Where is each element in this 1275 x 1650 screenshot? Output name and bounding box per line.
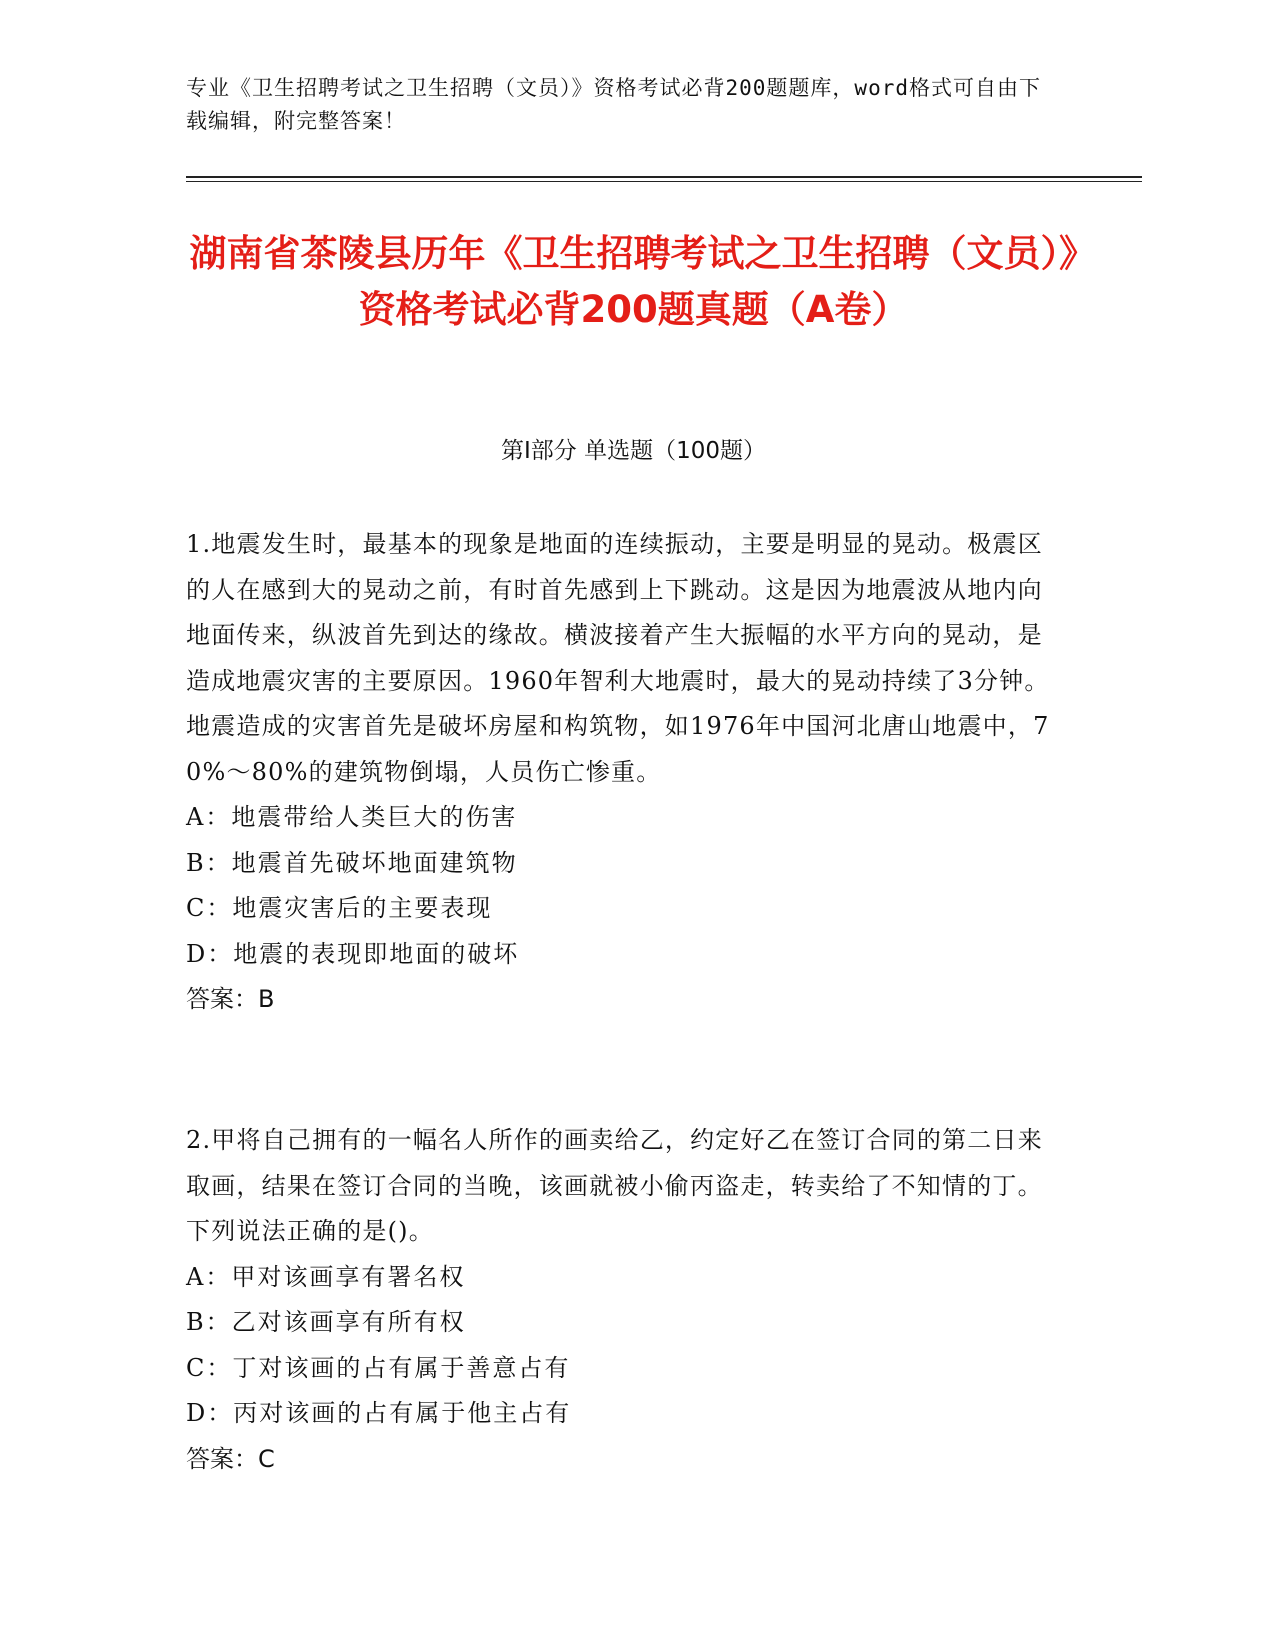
answer: 答案：B [186, 985, 275, 1013]
option-a: A：甲对该画享有署名权 [186, 1262, 466, 1291]
option-b: B：乙对该画享有所有权 [186, 1308, 466, 1336]
section-heading: 第Ⅰ部分 单选题（100题） [501, 438, 766, 464]
question-stem: 1.地震发生时，最基本的现象是地面的连续振动，主要是明显的晃动。极震区的人在感到大的晃动之前，有时首先感到上下跳动。这是因为地震波从地内向地面传来，纵波首先到达的缘故。横波接着产生大振幅的水平方向的晃动，是造成地震灾害的主要原因。1960年智利大地震时，最大的晃动持续了3分钟。地震造成的灾害首先是破坏房屋和构筑物，如1976年中国河北唐山地震中，70%～80%的建筑物倒塌，人员伤亡惨重。 [186, 530, 1050, 786]
question-stem: 2.甲将自己拥有的一幅名人所作的画卖给乙，约定好乙在签订合同的第二日来取画，结果在签订合同的当晚，该画就被小偷丙盗走，转卖给了不知情的丁。下列说法正确的是()。 [186, 1126, 1043, 1245]
option-a: A：地震带给人类巨大的伤害 [186, 803, 518, 831]
option-b: B：地震首先破坏地面建筑物 [186, 848, 518, 877]
header-rule-thick [186, 176, 1142, 178]
question-1 [186, 522, 1056, 1023]
option-c: C：丁对该画的占有属于善意占有 [186, 1353, 571, 1382]
question-2 [186, 1118, 1056, 1482]
document-title: 湖南省茶陵县历年《卫生招聘考试之卫生招聘（文员）》资格考试必背200题真题（A卷） [189, 232, 1078, 331]
option-d: D：丙对该画的占有属于他主占有 [186, 1399, 572, 1427]
header-note: 专业《卫生招聘考试之卫生招聘（文员）》资格考试必背200题题库，word格式可自由下载编辑，附完整答案！ [186, 76, 1041, 133]
header-rule-thin [186, 181, 1142, 182]
option-c: C：地震灾害后的主要表现 [186, 894, 493, 922]
answer: 答案：C [186, 1444, 275, 1473]
option-d: D：地震的表现即地面的破坏 [186, 939, 520, 968]
